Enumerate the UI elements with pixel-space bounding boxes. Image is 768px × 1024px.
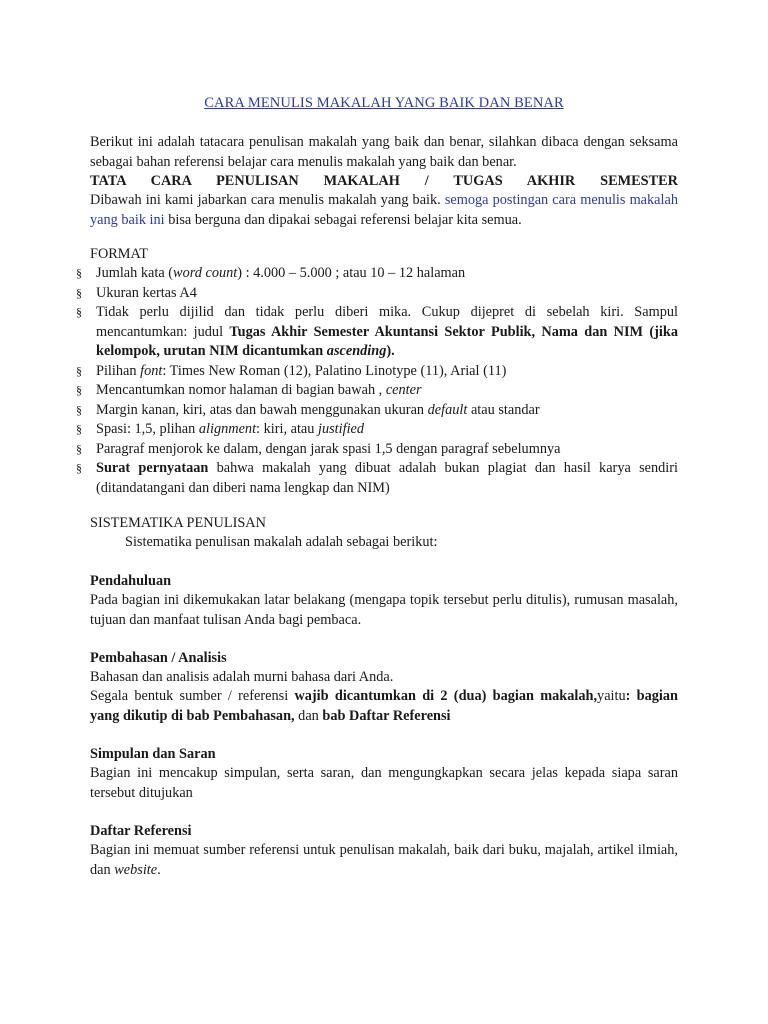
list-item: § Paragraf menjorok ke dalam, dengan jarak spasi 1,5 dengan paragraf sebelumnya: [76, 440, 678, 460]
list-item: § Surat pernyataan bahwa makalah yang dibuat adalah bukan plagiat dan hasil karya sendiri (ditandatangani dan diberi nama lengkap dan NIM): [76, 460, 678, 496]
bullet-icon: §: [76, 383, 82, 397]
pembahasan-line-1: Bahasan dan analisis adalah murni bahasa dari Anda.: [90, 669, 394, 685]
list-item: § Jumlah kata (word count) : 4.000 – 5.000 ; atau 10 – 12 halaman: [76, 264, 678, 284]
pembahasan-line-2: Segala bentuk sumber / referensi wajib dicantumkan di 2 (dua) bagian makalah,yaitu: bagian yang dikutip di bab Pembahasan, dan bab Daftar Referensi: [90, 688, 678, 724]
bullet-icon: §: [76, 363, 82, 378]
tata-cara-heading: TATA CARA PENULISAN MAKALAH / TUGAS AKHIR SEMESTER: [90, 173, 678, 189]
postingan-link[interactable]: semoga postingan cara menulis makalah yang baik ini: [90, 192, 678, 228]
bullet-icon: §: [76, 266, 82, 280]
list-item: § Spasi: 1,5, plihan alignment: kiri, atau justified: [76, 420, 678, 440]
bullet-icon: §: [76, 441, 82, 456]
bullet-icon: §: [76, 402, 82, 417]
description-text-end: bisa berguna dan dipakai sebagai referensi belajar kita semua.: [164, 211, 522, 228]
document-title[interactable]: CARA MENULIS MAKALAH YANG BAIK DAN BENAR: [204, 95, 564, 111]
simpulan-heading: Simpulan dan Saran: [90, 746, 216, 762]
simpulan-text: Bagian ini mencakup simpulan, serta saran, dan mengungkapkan secara jelas kepada siapa saran tersebut ditujukan: [90, 765, 678, 801]
format-heading: FORMAT: [90, 246, 148, 262]
bullet-icon: §: [76, 305, 82, 319]
description-paragraph: [90, 191, 678, 230]
format-list: [76, 264, 678, 498]
daftar-text: Bagian ini memuat sumber referensi untuk penulisan makalah, baik dari buku, majalah, artikel ilmiah, dan website.: [90, 842, 678, 878]
list-item: § Pilihan font: Times New Roman (12), Palatino Linotype (11), Arial (11): [76, 362, 678, 382]
bullet-icon: §: [76, 461, 82, 475]
sistematika-heading: SISTEMATIKA PENULISAN: [90, 515, 266, 531]
bullet-icon: §: [76, 422, 82, 436]
pendahuluan-heading: Pendahuluan: [90, 573, 172, 589]
list-item: § Margin kanan, kiri, atas dan bawah menggunakan ukuran default atau standar: [76, 401, 678, 421]
pendahuluan-text: Pada bagian ini dikemukakan latar belakang (mengapa topik tersebut perlu ditulis), rumusan masalah, tujuan dan manfaat tulisan Anda bagi pembaca.: [90, 592, 678, 628]
daftar-heading: Daftar Referensi: [90, 823, 192, 839]
list-item: § Ukuran kertas A4: [76, 284, 678, 304]
list-item: § Tidak perlu dijilid dan tidak perlu diberi mika. Cukup dijepret di sebelah kiri. Sampul mencantumkan: judul Tugas Akhir Semester Akuntansi Sektor Publik, Nama dan NIM (jika kelompok, urutan NIM dicantumkan ascending).: [76, 304, 678, 359]
intro-paragraph: Berikut ini adalah tatacara penulisan makalah yang baik dan benar, silahkan dibaca dengan seksama sebagai bahan referensi belajar cara menulis makalah yang baik dan benar.: [90, 134, 678, 170]
sistematika-text: Sistematika penulisan makalah adalah sebagai berikut:: [125, 534, 438, 550]
pembahasan-heading: Pembahasan / Analisis: [90, 650, 227, 666]
description-text: Dibawah ini kami jabarkan cara menulis makalah yang baik.: [90, 192, 445, 208]
list-item: § Mencantumkan nomor halaman di bagian bawah , center: [76, 381, 678, 401]
bullet-icon: §: [76, 285, 82, 300]
